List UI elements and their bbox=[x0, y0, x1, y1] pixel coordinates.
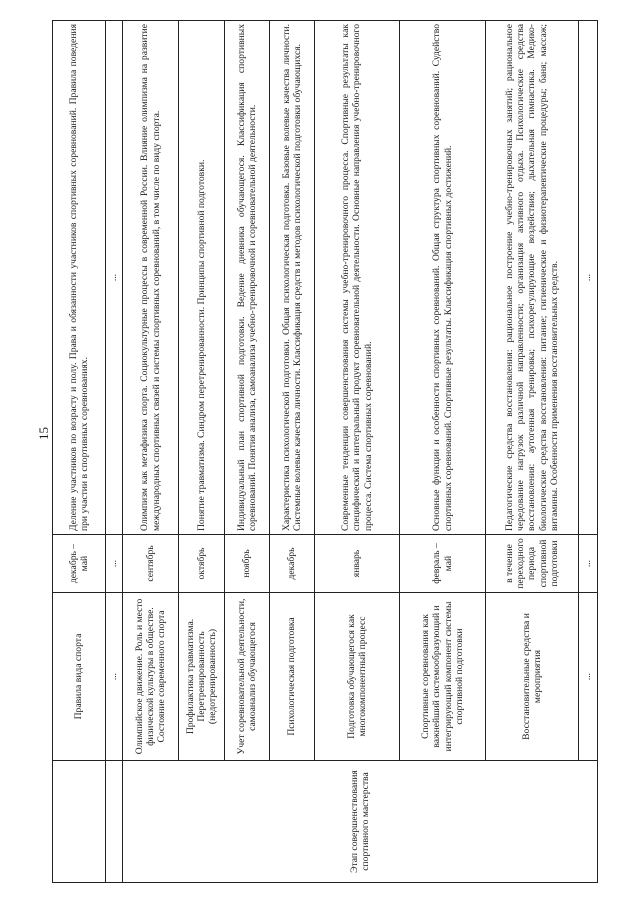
topic-cell: Подготовка обучающегося как многокомпонентный процесс bbox=[315, 593, 400, 761]
program-table bbox=[52, 20, 598, 883]
table-row bbox=[579, 21, 598, 883]
table-row bbox=[53, 21, 106, 883]
content-cell: ... bbox=[579, 21, 598, 535]
period-cell: январь bbox=[315, 535, 400, 593]
period-cell: октябрь bbox=[179, 535, 225, 593]
stage-cell-empty bbox=[106, 761, 123, 883]
table-row bbox=[400, 21, 486, 883]
rotated-table-container bbox=[52, 21, 597, 883]
content-cell: Индивидуальный план спортивной подготовки. Ведение дневника обучающегося. Классификация спортивных соревнований. Понятия анализа, самоанализа учебно-тренировочной и соревновательной деятельности. bbox=[225, 21, 270, 535]
content-cell: Основные функции и особенности спортивных соревнований. Общая структура спортивных соревнований. Судейство спортивных соревнований. Спортивные результаты. Классификация спортивных достижений. bbox=[400, 21, 486, 535]
table-row bbox=[123, 21, 179, 883]
table-row bbox=[179, 21, 225, 883]
topic-cell: Правила вида спорта bbox=[53, 593, 106, 761]
content-cell: Характеристика психологической подготовки. Общая психологическая подготовка. Базовые волевые качества личности. Системные волевые качества личности. Классификация средств и методов психологической подготовки обучающихся. bbox=[270, 21, 315, 535]
content-cell: Олимпизм как метафизика спорта. Социокультурные процессы в современной России. Влияние олимпизма на развитие международных спортивных связей и системы спортивных соревнований, в том числе по виду спорта. bbox=[123, 21, 179, 535]
topic-cell: ... bbox=[579, 593, 598, 761]
period-cell: февраль – май bbox=[400, 535, 486, 593]
content-cell: ... bbox=[106, 21, 123, 535]
page-number: 15 bbox=[36, 427, 51, 440]
topic-cell: Спортивные соревнования как важнейший системообразующий и интегрирующий компонент системы спортивной подготовки bbox=[400, 593, 486, 761]
topic-cell: Профилактика травматизма. Перетренированность (недотренированность) bbox=[179, 593, 225, 761]
topic-cell: Восстановительные средства и мероприятия bbox=[486, 593, 579, 761]
period-cell: ... bbox=[106, 535, 123, 593]
period-cell: ноябрь bbox=[225, 535, 270, 593]
topic-cell: ... bbox=[106, 593, 123, 761]
content-cell: Понятие травматизма. Синдром перетренированности. Принципы спортивной подготовки. bbox=[179, 21, 225, 535]
period-cell: сентябрь bbox=[123, 535, 179, 593]
content-cell: Педагогические средства восстановления: рациональное построение учебно-тренировочных занятий; рациональное чередование нагрузок различной направленности; организация активного отдыха. Психологические средства восстановления: аутогенная тренировка; психорегулирующие воздействия; дыхательная гимнастика. Медико-биологические средства восстановления: питание; гигиенические и физиотерапевтические процедуры; баня; массаж; витамины. Особенности применения восстановительных средств. bbox=[486, 21, 579, 535]
stage-cell-empty bbox=[53, 761, 106, 883]
table-row bbox=[225, 21, 270, 883]
topic-cell: Психологическая подготовка bbox=[270, 593, 315, 761]
topic-cell: Олимпийское движение. Роль и место физической культуры в обществе. Состояние современного спорта bbox=[123, 593, 179, 761]
content-cell: Современные тенденции совершенствования системы учебно-тренировочного процесса. Спортивные результаты как специфический и интегральный продукт соревновательной деятельности. Основные направления учебно-тренировочного процесса. Система спортивных соревнований. bbox=[315, 21, 400, 535]
topic-cell: Учет соревновательной деятельности, самоанализ обучающегося bbox=[225, 593, 270, 761]
period-cell: в течение переходного периода спортивной подготовки bbox=[486, 535, 579, 593]
table-row bbox=[486, 21, 579, 883]
stage-cell: Этап совершенствования спортивного мастерства bbox=[123, 761, 598, 883]
table-row bbox=[106, 21, 123, 883]
period-cell: декабрь – май bbox=[53, 535, 106, 593]
content-cell: Деление участников по возрасту и полу. Права и обязанности участников спортивных соревнований. Правила поведения при участии в спортивных соревнованиях. bbox=[53, 21, 106, 535]
period-cell: ... bbox=[579, 535, 598, 593]
period-cell: декабрь bbox=[270, 535, 315, 593]
table-row bbox=[315, 21, 400, 883]
table-row bbox=[270, 21, 315, 883]
